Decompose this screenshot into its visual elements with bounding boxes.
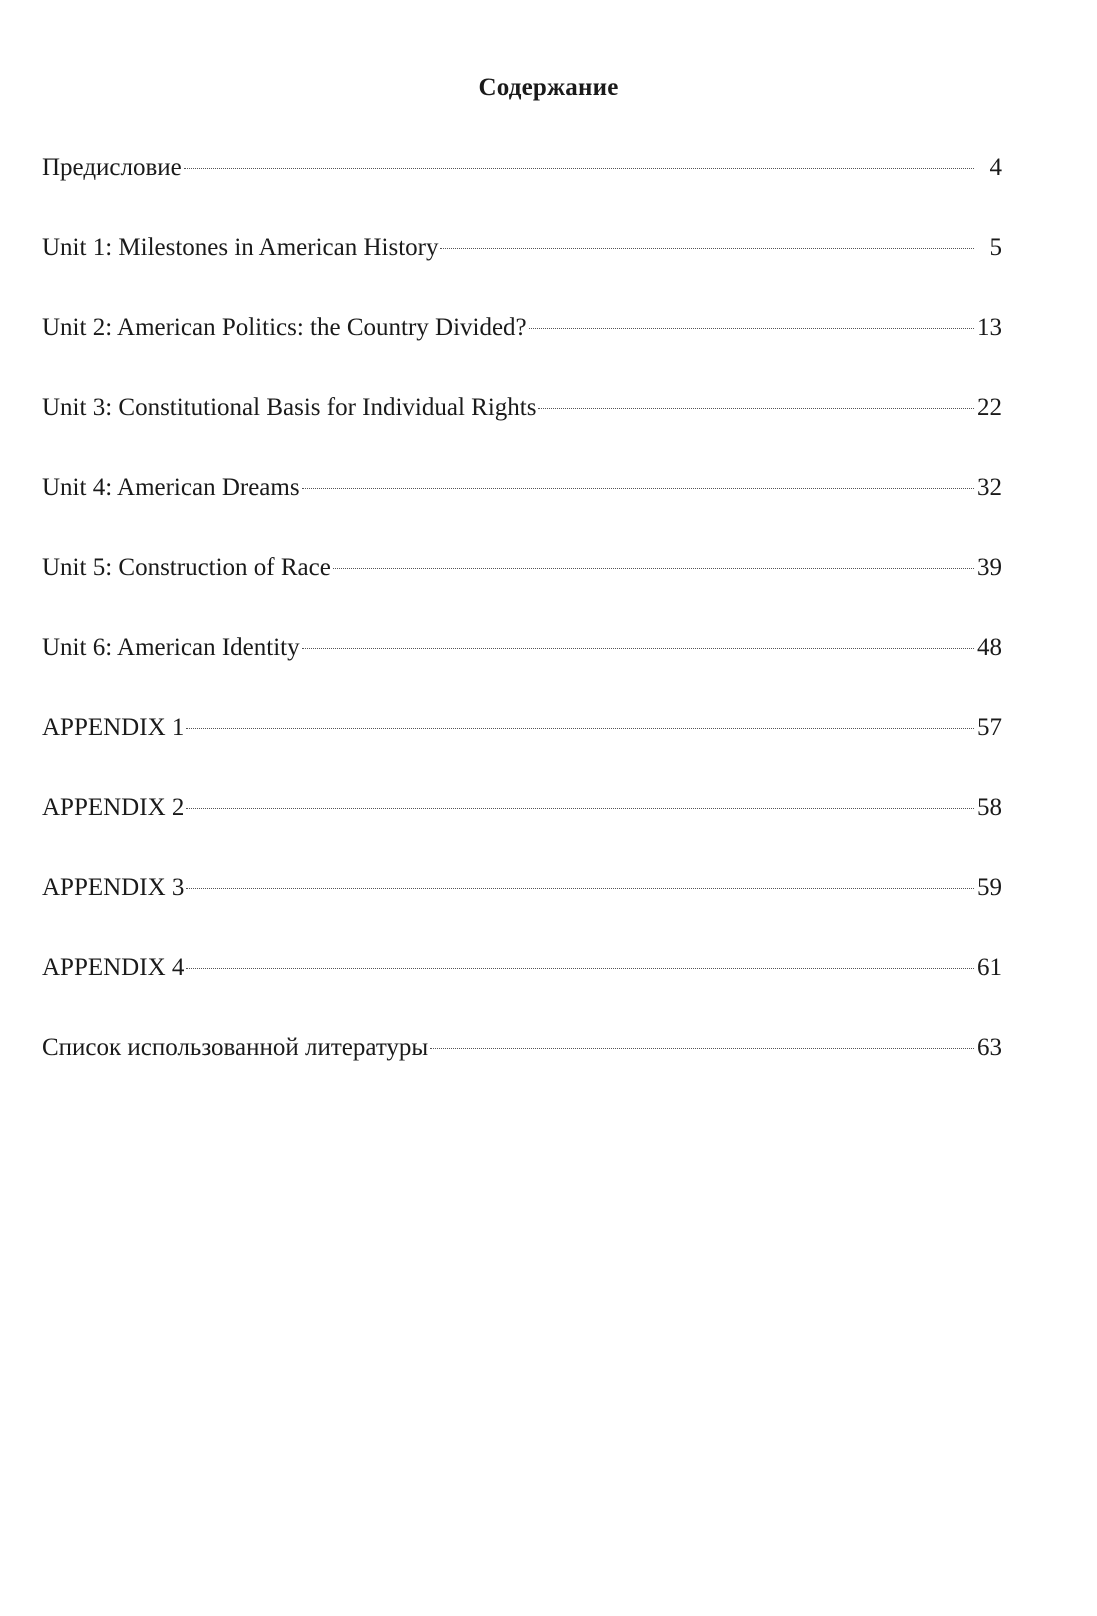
dot-leader	[186, 808, 974, 809]
dot-leader	[302, 488, 974, 489]
toc-entry-label: Список использованной литературы	[42, 1034, 429, 1061]
toc-entry-unit-1[interactable]	[42, 230, 1002, 310]
toc-entry-label: APPENDIX 1	[42, 714, 185, 741]
toc-entry-label: APPENDIX 2	[42, 794, 185, 821]
toc-entry-unit-5[interactable]	[42, 550, 1002, 630]
dot-leader	[440, 248, 974, 249]
toc-entry-unit-3[interactable]	[42, 390, 1002, 470]
dot-leader	[186, 888, 974, 889]
toc-entry-page: 57	[977, 714, 1002, 741]
toc-entry-page: 59	[977, 874, 1002, 901]
dot-leader	[430, 1048, 974, 1049]
toc-entry-preface[interactable]	[42, 150, 1002, 230]
toc-entry-appendix-4[interactable]	[42, 950, 1002, 1030]
dot-leader	[302, 648, 974, 649]
dot-leader	[184, 168, 974, 169]
toc-entry-appendix-1[interactable]	[42, 710, 1002, 790]
toc-entry-label: Unit 2: American Politics: the Country Divided?	[42, 314, 527, 341]
toc-entry-label: Unit 3: Constitutional Basis for Individual Rights	[42, 394, 537, 421]
toc-entry-unit-4[interactable]	[42, 470, 1002, 550]
toc-entry-page: 61	[977, 954, 1002, 981]
toc-entry-page: 48	[977, 634, 1002, 661]
toc-entry-page: 58	[977, 794, 1002, 821]
toc-entry-unit-2[interactable]	[42, 310, 1002, 390]
toc-entry-appendix-3[interactable]	[42, 870, 1002, 950]
toc-entry-page: 63	[977, 1034, 1002, 1061]
toc-entry-unit-6[interactable]	[42, 630, 1002, 710]
toc-entry-page: 13	[977, 314, 1002, 341]
toc-entry-label: APPENDIX 3	[42, 874, 185, 901]
toc-entry-label: Unit 1: Milestones in American History	[42, 234, 439, 261]
toc-entry-label: Unit 5: Construction of Race	[42, 554, 331, 581]
toc-entry-page: 5	[989, 234, 1002, 261]
page-title: Содержание	[478, 74, 619, 101]
toc-entry-label: APPENDIX 4	[42, 954, 185, 981]
toc-entry-label: Unit 4: American Dreams	[42, 474, 300, 501]
toc-entry-page: 39	[977, 554, 1002, 581]
dot-leader	[333, 568, 974, 569]
table-of-contents	[42, 150, 1002, 1110]
dot-leader	[538, 408, 974, 409]
toc-entry-label: Unit 6: American Identity	[42, 634, 300, 661]
toc-entry-references[interactable]	[42, 1030, 1002, 1110]
toc-entry-appendix-2[interactable]	[42, 790, 1002, 870]
toc-entry-page: 32	[977, 474, 1002, 501]
toc-entry-label: Предисловие	[42, 154, 182, 181]
toc-entry-page: 22	[977, 394, 1002, 421]
toc-entry-page: 4	[989, 154, 1002, 181]
dot-leader	[186, 968, 974, 969]
dot-leader	[529, 328, 974, 329]
dot-leader	[186, 728, 974, 729]
